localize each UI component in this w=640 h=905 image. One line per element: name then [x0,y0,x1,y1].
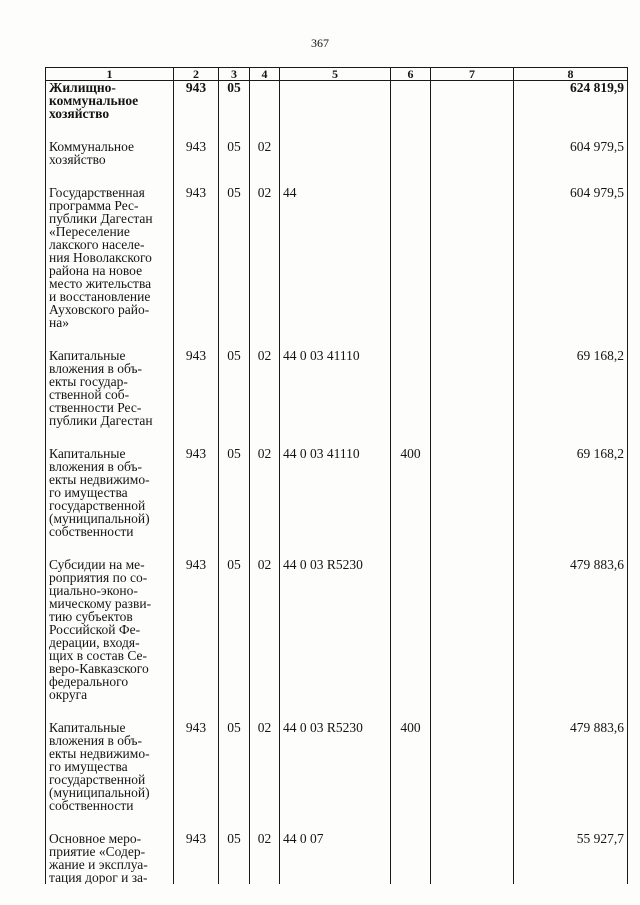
subsection-code-cell [250,81,280,141]
page-number: 367 [311,36,329,50]
amount-cell: 69 168,2 [514,447,628,558]
subsection-code-cell: 02 [250,447,280,558]
section-code-cell: 05 [219,721,250,832]
column-7-cell [431,81,514,141]
subsection-code-cell: 02 [250,558,280,721]
subsection-code-cell: 02 [250,832,280,884]
column-7-cell [431,832,514,884]
column-header: 7 [431,68,514,81]
target-article-cell: 44 0 07 [280,832,391,884]
column-header: 8 [514,68,628,81]
column-7-cell [431,186,514,349]
row-name-cell: Капитальные вложения в объ- екты государ- ственной соб- ственности Рес- публики Дагестан [46,349,174,447]
target-article-cell [280,140,391,186]
row-name-cell: Капитальные вложения в объ- екты недвижимо- го имущества государственной (муниципальной) собственности [46,721,174,832]
expense-type-cell: 400 [391,447,431,558]
column-header: 5 [280,68,391,81]
expense-type-cell [391,558,431,721]
row-name-cell: Коммунальное хозяйство [46,140,174,186]
section-code-cell: 05 [219,186,250,349]
row-name-cell: Государственная программа Рес- публики Дагестан «Переселение лакского населе- ния Новолакского района на новое место жительства и восстановление Ауховского райо- на» [46,186,174,349]
column-7-cell [431,140,514,186]
ministry-code-cell: 943 [174,721,219,832]
expense-type-cell [391,140,431,186]
amount-cell: 69 168,2 [514,349,628,447]
ministry-code-cell: 943 [174,832,219,884]
amount-cell: 604 979,5 [514,186,628,349]
row-name-cell: Основное меро- приятие «Содер- жание и эксплуа- тация дорог и за- [46,832,174,884]
expense-type-cell [391,81,431,141]
budget-table [45,67,628,884]
column-header: 4 [250,68,280,81]
column-7-cell [431,349,514,447]
subsection-code-cell: 02 [250,349,280,447]
target-article-cell [280,81,391,141]
section-code-cell: 05 [219,81,250,141]
table-row [46,832,628,884]
ministry-code-cell: 943 [174,349,219,447]
column-header: 6 [391,68,431,81]
table-row [46,349,628,447]
ministry-code-cell: 943 [174,447,219,558]
target-article-cell: 44 0 03 41110 [280,349,391,447]
amount-cell: 55 927,7 [514,832,628,884]
table-row [46,558,628,721]
target-article-cell: 44 [280,186,391,349]
expense-type-cell: 400 [391,721,431,832]
column-header: 3 [219,68,250,81]
subsection-code-cell: 02 [250,721,280,832]
table-row [46,186,628,349]
expense-type-cell [391,832,431,884]
column-7-cell [431,447,514,558]
target-article-cell: 44 0 03 R5230 [280,558,391,721]
subsection-code-cell: 02 [250,186,280,349]
amount-cell: 604 979,5 [514,140,628,186]
subsection-code-cell: 02 [250,140,280,186]
ministry-code-cell: 943 [174,81,219,141]
column-7-cell [431,558,514,721]
column-header: 1 [46,68,174,81]
row-name-cell: Жилищно- коммунальное хозяйство [46,81,174,141]
table-row [46,140,628,186]
expense-type-cell [391,349,431,447]
expense-type-cell [391,186,431,349]
table-row [46,81,628,141]
ministry-code-cell: 943 [174,186,219,349]
ministry-code-cell: 943 [174,140,219,186]
amount-cell: 624 819,9 [514,81,628,141]
section-code-cell: 05 [219,349,250,447]
column-header: 2 [174,68,219,81]
table-row [46,447,628,558]
column-7-cell [431,721,514,832]
amount-cell: 479 883,6 [514,558,628,721]
table-row [46,721,628,832]
section-code-cell: 05 [219,447,250,558]
row-name-cell: Капитальные вложения в объ- екты недвижимо- го имущества государственной (муниципальной) собственности [46,447,174,558]
section-code-cell: 05 [219,832,250,884]
target-article-cell: 44 0 03 41110 [280,447,391,558]
amount-cell: 479 883,6 [514,721,628,832]
table-header-row [46,68,628,81]
section-code-cell: 05 [219,558,250,721]
row-name-cell: Субсидии на ме- роприятия по со- циально-эконо- мическому разви- тию субъектов Российской Фе- дерации, входя- щих в состав Се- веро-Кавказского федерального округа [46,558,174,721]
target-article-cell: 44 0 03 R5230 [280,721,391,832]
ministry-code-cell: 943 [174,558,219,721]
section-code-cell: 05 [219,140,250,186]
